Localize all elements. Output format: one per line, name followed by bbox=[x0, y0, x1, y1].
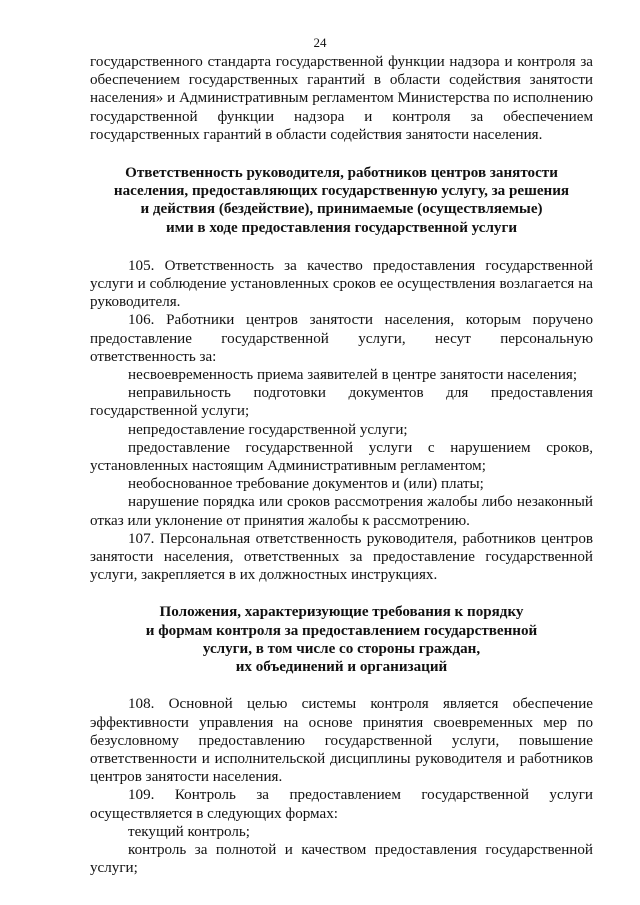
list-item: непредоставление государственной услуги; bbox=[128, 421, 408, 438]
list-item: неправильность подготовки документов для предоставления государственной услуги; bbox=[90, 385, 593, 420]
heading-line: их объединений и организаций bbox=[235, 659, 448, 676]
heading-line: ими в ходе предоставления государственной услуги bbox=[165, 219, 518, 236]
section-heading-control bbox=[90, 603, 593, 676]
heading-line: и действия (бездействие), принимаемые (осуществляемые) bbox=[140, 201, 543, 218]
heading-line: Положения, характеризующие требования к порядку bbox=[159, 604, 524, 621]
paragraph-106: 106. Работники центров занятости населения, которым поручено предоставление государственной услуги, несут персональную ответственность за: bbox=[90, 312, 593, 365]
list-item: контроль за полнотой и качеством предоставления государственной услуги; bbox=[90, 841, 593, 877]
list-item: несвоевременность приема заявителей в центре занятости населения; bbox=[128, 367, 578, 384]
heading-line: услуги, в том числе со стороны граждан, bbox=[202, 640, 481, 657]
paragraph-105: 105. Ответственность за качество предоставления государственной услуги и соблюдение установленных сроков ее осуществления возлагается на руководителя. bbox=[90, 257, 593, 311]
heading-line: и формам контроля за предоставлением государственной bbox=[145, 622, 538, 639]
list-item: текущий контроль; bbox=[128, 823, 250, 840]
paragraph-109: 109. Контроль за предоставлением государственной услуги осуществляется в следующих формах: bbox=[90, 787, 593, 822]
intro-paragraph: государственного стандарта государственной функции надзора и контроля за обеспечением государственных гарантий в области содействия занятости населения» и Административным регламентом Министерства по исполнению государственной функции надзора и контроля за обеспечением государственных гарантий в области содействия занятости населения. bbox=[90, 54, 593, 143]
list-item: нарушение порядка или сроков рассмотрения жалобы либо незаконный отказ или уклонение от принятия жалобы к рассмотрению. bbox=[90, 494, 593, 529]
heading-line: Ответственность руководителя, работников центров занятости bbox=[125, 165, 558, 182]
list-item: предоставление государственной услуги с нарушением сроков, установленных настоящим Административным регламентом; bbox=[90, 439, 593, 475]
list-item: необоснованное требование документов и (или) платы; bbox=[128, 476, 484, 493]
document-body bbox=[90, 53, 593, 877]
heading-line: населения, предоставляющих государственную услугу, за решения bbox=[113, 183, 570, 200]
page-number: 24 bbox=[313, 35, 327, 50]
paragraph-108: 108. Основной целью системы контроля является обеспечение эффективности управления на основе принятия своевременных мер по безусловному предоставлению государственной услуги, повышение ответственности и исполнительской дисциплины руководителя и работников центров занятости населения. bbox=[90, 696, 593, 786]
section-heading-responsibility bbox=[90, 164, 593, 237]
paragraph-107: 107. Персональная ответственность руководителя, работников центров занятости населения, ответственных за предоставление государственной услуги, закрепляется в их должностных инструкциях. bbox=[90, 530, 593, 584]
